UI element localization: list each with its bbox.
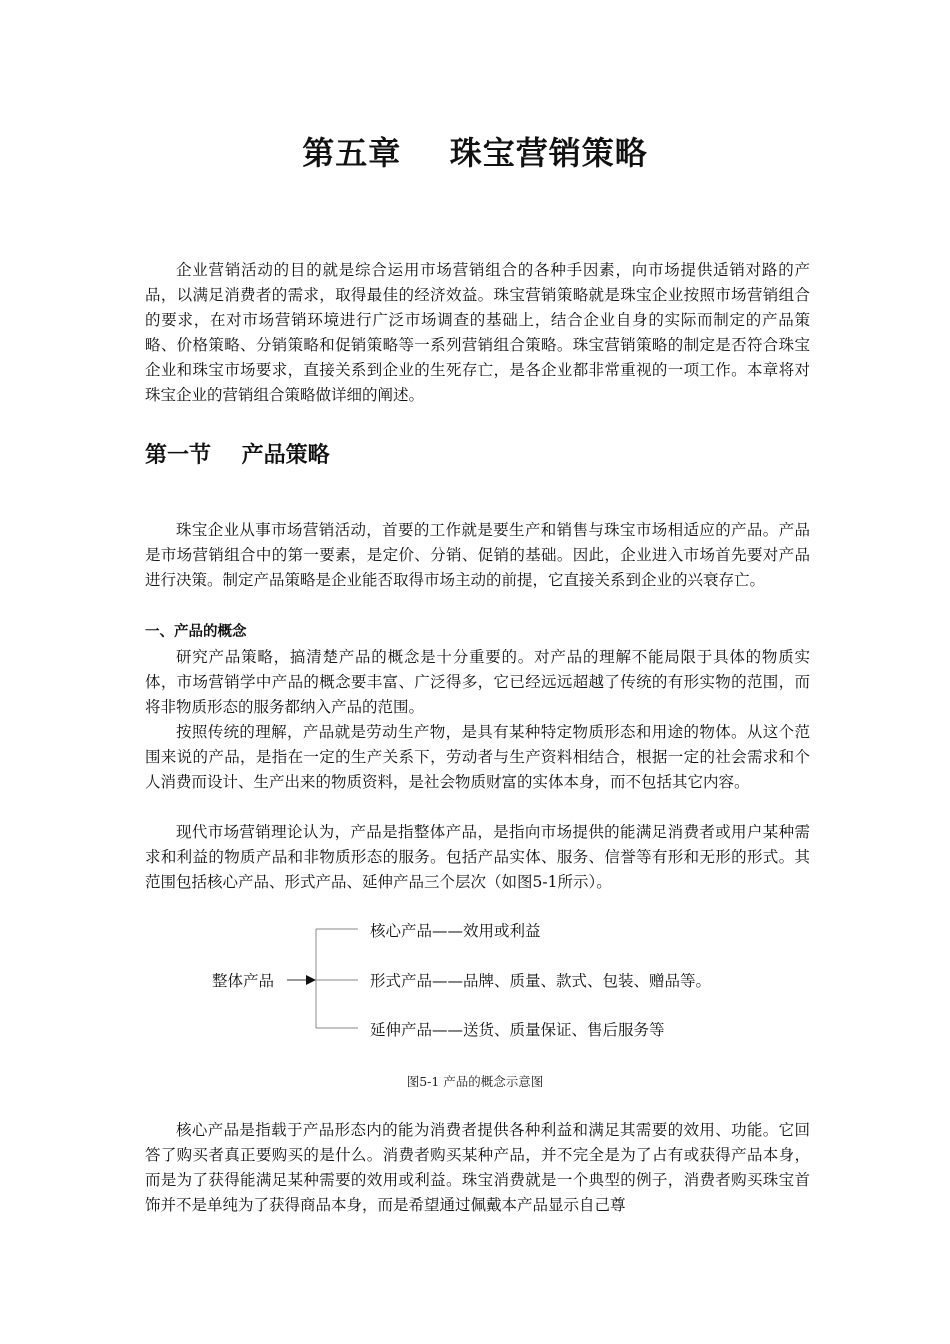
product-concept-diagram	[0, 900, 950, 1060]
subsection-title: 一、产品的概念	[145, 624, 247, 640]
figure-caption: 图5-1 产品的概念示意图	[406, 1074, 544, 1089]
diagram-branch-form: 形式产品——品牌、质量、款式、包装、赠品等。	[370, 972, 712, 990]
body-paragraph-3: 现代市场营销理论认为，产品是指整体产品，是指向市场提供的能满足消费者或用户某种需求和利益的物质产品和非物质形态的服务。包括产品实体、服务、信誉等有形和无形的形式。其范围包括核心产品、形式产品、延伸产品三个层次（如图5-1所示）。	[145, 823, 810, 891]
intro-paragraph: 企业营销活动的目的就是综合运用市场营销组合的各种手因素，向市场提供适销对路的产品，以满足消费者的需求，取得最佳的经济效益。珠宝营销策略就是珠宝企业按照市场营销组合的要求，在对市场营销环境进行广泛市场调查的基础上，结合企业自身的实际而制定的产品策略、价格策略、分销策略和促销策略等一系列营销组合策略。珠宝营销策略的制定是否符合珠宝企业和珠宝市场要求，直接关系到企业的生死存亡，是各企业都非常重视的一项工作。本章将对珠宝企业的营销组合策略做详细的阐述。	[145, 261, 810, 404]
diagram-branch-extended: 延伸产品——送货、质量保证、售后服务等	[370, 1021, 665, 1039]
diagram-branch-core: 核心产品——效用或利益	[370, 922, 541, 940]
diagram-arrowhead	[306, 975, 316, 985]
diagram-root-label: 整体产品	[212, 972, 275, 990]
section-intro-paragraph: 珠宝企业从事市场营销活动，首要的工作就是要生产和销售与珠宝市场相适应的产品。产品是市场营销组合中的第一要素，是定价、分销、促销的基础。因此，企业进入市场首先要对产品进行决策。制定产品策略是企业能否取得市场主动的前提，它直接关系到企业的兴衰存亡。	[145, 521, 810, 589]
body-paragraph-1: 研究产品策略，搞清楚产品的概念是十分重要的。对产品的理解不能局限于具体的物质实体，市场营销学中产品的概念要丰富、广泛得多，它已经远远超越了传统的有形实物的范围，而将非物质形态的服务都纳入产品的范围。	[145, 648, 810, 716]
chapter-title: 第五章 珠宝营销策略	[302, 134, 648, 172]
body-paragraph-2: 按照传统的理解，产品就是劳动生产物，是具有某种特定物质形态和用途的物体。从这个范围来说的产品，是指在一定的生产关系下，劳动者与生产资料相结合，根据一定的社会需求和个人消费而设计、生产出来的物质资料，是社会物质财富的实体本身，而不包括其它内容。	[145, 723, 810, 791]
body-paragraph-4: 核心产品是指载于产品形态内的能为消费者提供各种利益和满足其需要的效用、功能。它回答了购买者真正要购买的是什么。消费者购买某种产品，并不完全是为了占有或获得产品本身，而是为了获得能满足某种需要的效用或利益。珠宝消费就是一个典型的例子，消费者购买珠宝首饰并不是单纯为了获得商品本身，而是希望通过佩戴本产品显示自己尊	[145, 1121, 810, 1214]
section-title: 第一节 产品策略	[145, 443, 330, 468]
